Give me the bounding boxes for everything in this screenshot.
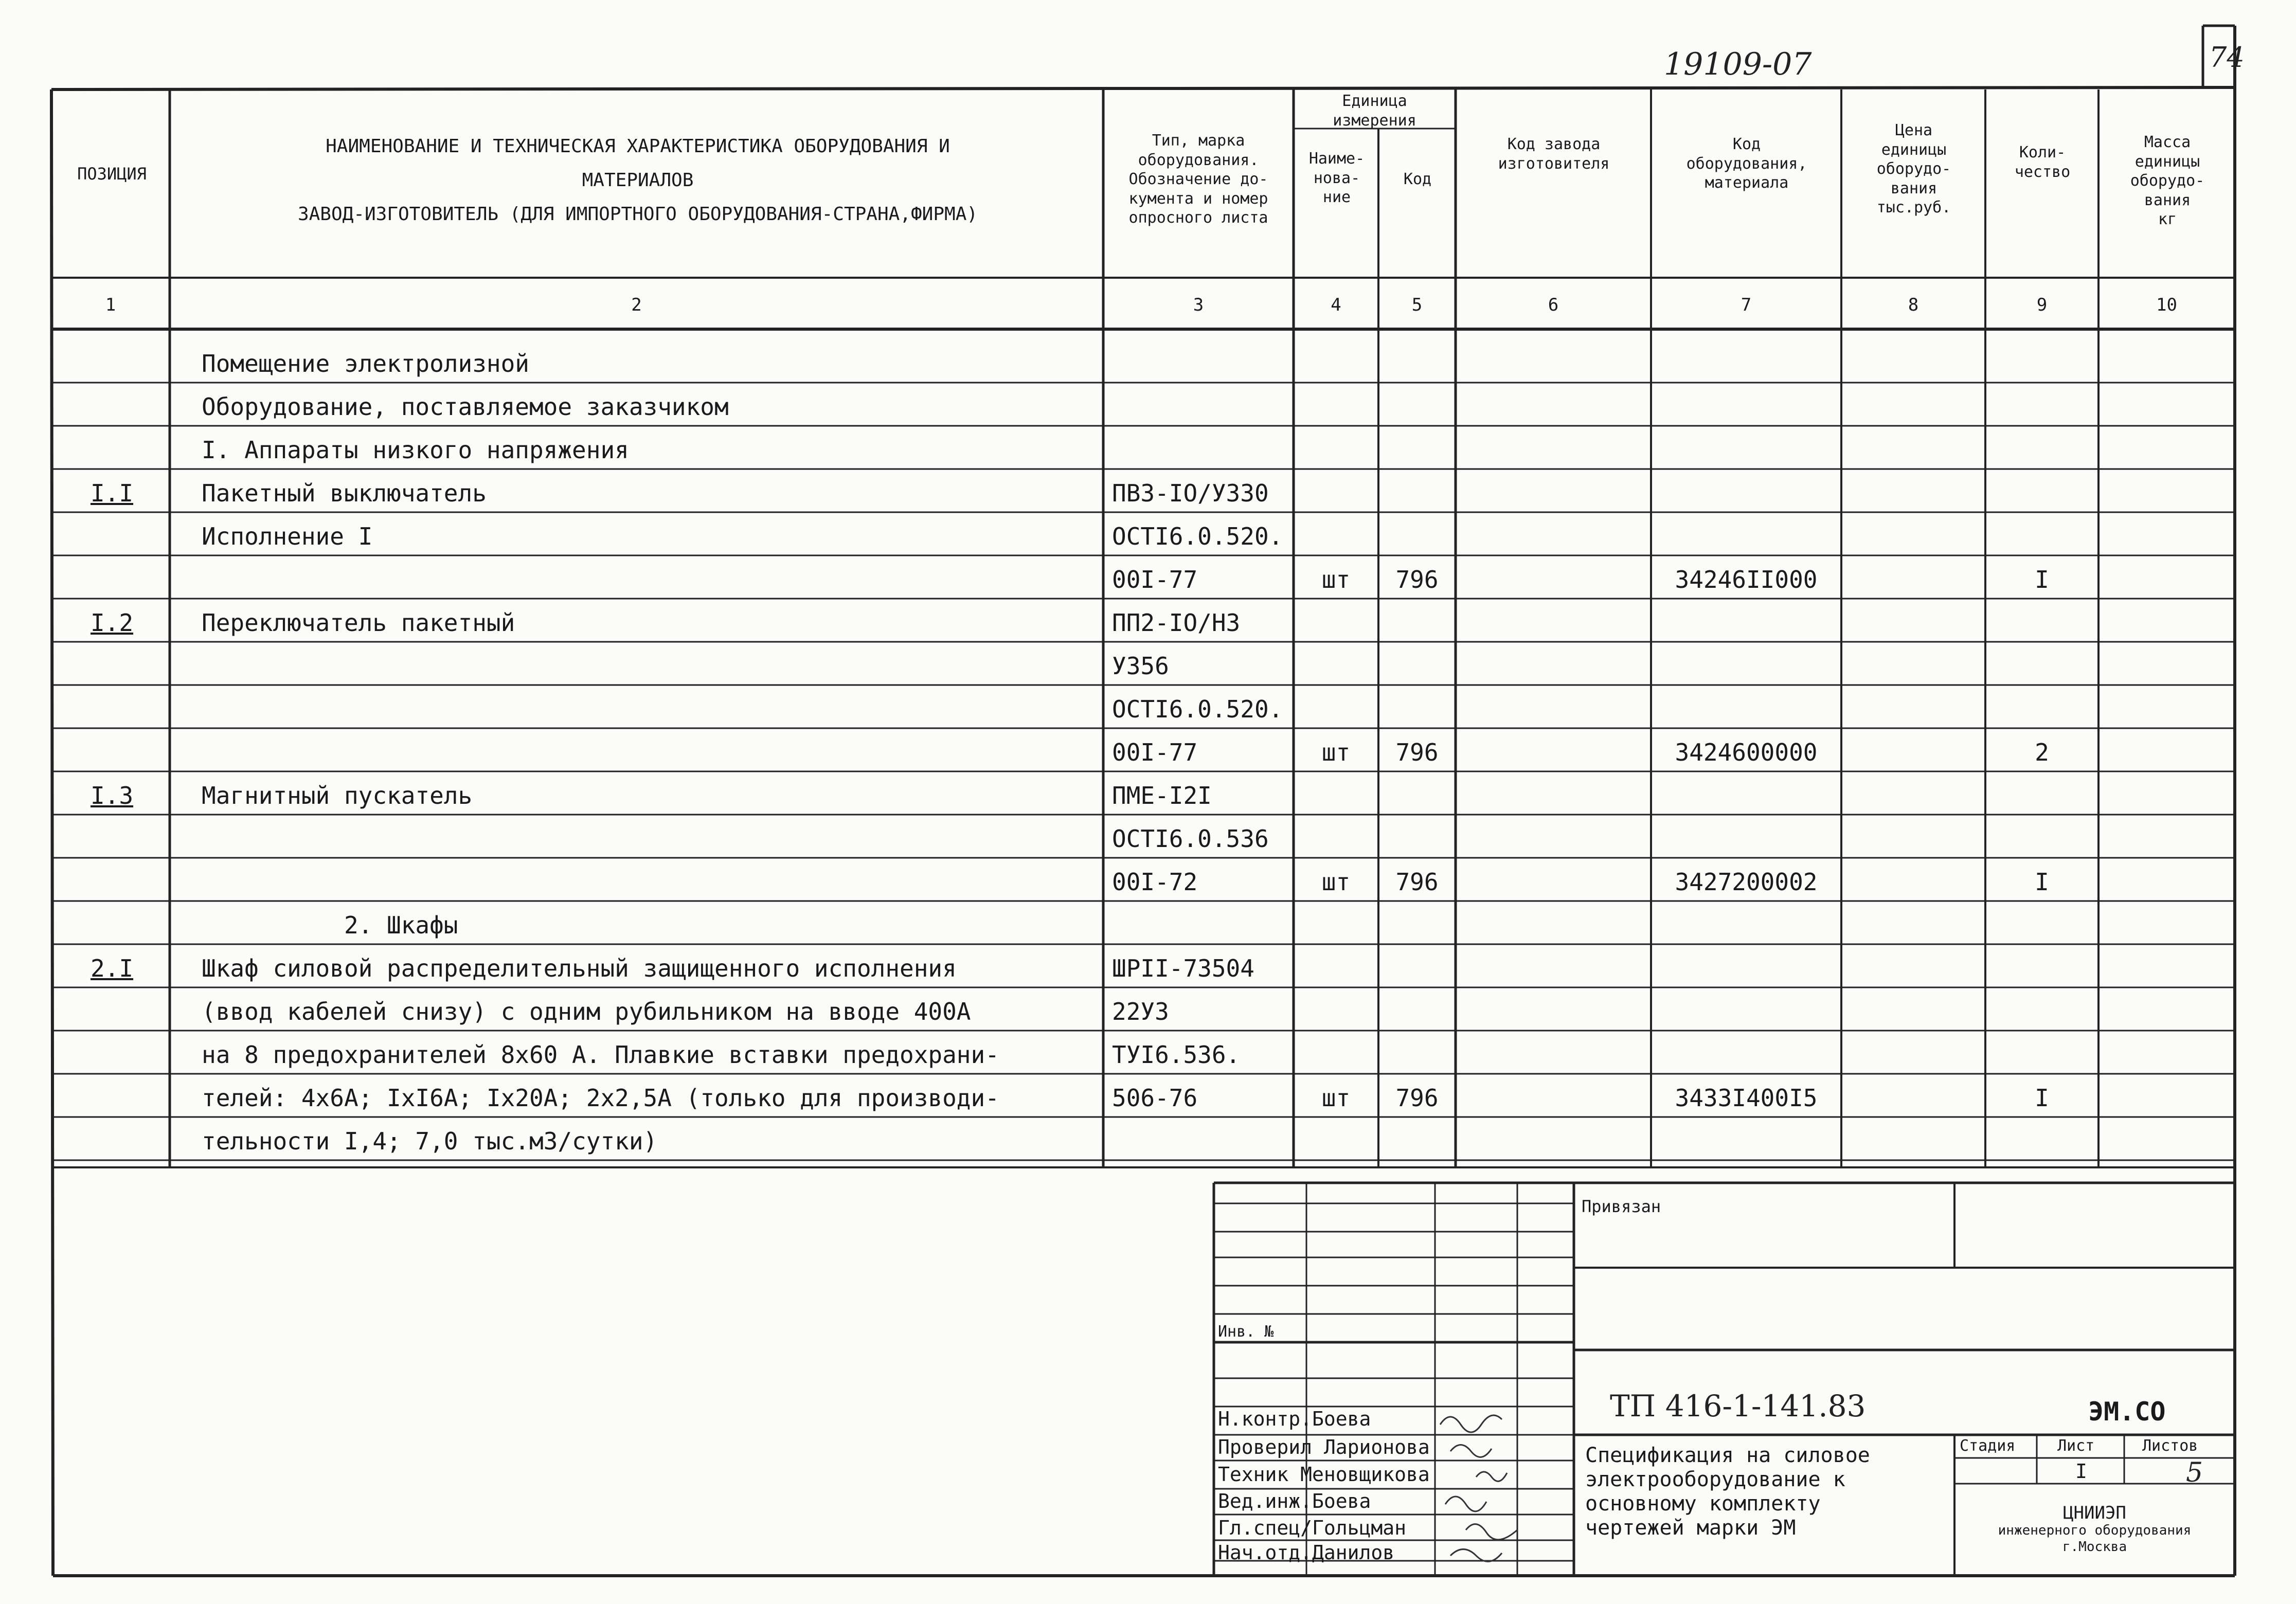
signature-2: Проверил Ларионова: [1218, 1436, 1430, 1458]
cell-equipment-code: 3427200002: [1675, 868, 1818, 896]
cell-name: тельности I,4; 7,0 тыс.м3/сутки): [202, 1127, 658, 1155]
cell-position: I.2: [90, 609, 134, 637]
colnum-10: 10: [2156, 295, 2177, 315]
colnum-8: 8: [1908, 295, 1919, 315]
cell-type: 00I-77: [1112, 566, 1198, 593]
cell-unit-code: 796: [1395, 738, 1439, 766]
cell-name: Помещение электролизной: [202, 350, 529, 377]
org-line3: г.Москва: [2062, 1539, 2127, 1555]
cell-name: Исполнение I: [202, 522, 373, 550]
cell-name: 2. Шкафы: [202, 911, 458, 939]
cell-equipment-code: 34246II000: [1675, 566, 1818, 593]
cell-position: I.I: [90, 479, 134, 507]
cell-name: Переключатель пакетный: [202, 609, 515, 637]
signature-6: Нач.отд.Данилов: [1218, 1541, 1395, 1564]
cell-type: 00I-72: [1112, 868, 1198, 896]
header-type: Тип, марка оборудования. Обозначение до- кумента и номер опросного листа: [1128, 132, 1268, 227]
colnum-4: 4: [1331, 295, 1341, 315]
sheet-number-box: 74: [2209, 41, 2245, 74]
cell-unit-code: 796: [1395, 1084, 1439, 1112]
cell-name: (ввод кабелей снизу) с одним рубильником на вводе 400А: [202, 998, 971, 1025]
cell-quantity: I: [2035, 868, 2049, 896]
cell-unit-code: 796: [1395, 566, 1439, 593]
cell-type: ПМЕ-I2I: [1112, 782, 1212, 809]
cell-type: 22У3: [1112, 998, 1169, 1025]
header-unit-name: Наиме- нова- ние: [1308, 150, 1365, 206]
cell-type: 506-76: [1112, 1084, 1198, 1112]
cell-equipment-code: 3424600000: [1675, 738, 1818, 766]
header-name-line2: МАТЕРИАЛОВ: [582, 170, 694, 191]
stage-label: Стадия: [1960, 1437, 2016, 1455]
inv-label: Инв. №: [1218, 1323, 1274, 1341]
colnum-6: 6: [1548, 295, 1559, 315]
signature-mark-4: [1445, 1497, 1486, 1511]
tp-number: ТП 416-1-141.83: [1610, 1389, 1866, 1423]
cell-name: на 8 предохранителей 8х60 А. Плавкие вставки предохрани-: [202, 1041, 999, 1069]
signature-mark-3: [1476, 1472, 1507, 1481]
header-price: Цена единицы оборудо- вания тыс.руб.: [1876, 121, 1951, 217]
cell-name: I. Аппараты низкого напряжения: [202, 436, 629, 464]
signature-5: Гл.спец/Гольцман: [1218, 1517, 1407, 1539]
header-mass: Масса единицы оборудо- вания кг: [2130, 133, 2205, 228]
cell-name: Магнитный пускатель: [202, 782, 473, 809]
header-unit-code: Код: [1403, 170, 1432, 188]
signature-1: Н.контр.Боева: [1218, 1408, 1371, 1430]
desc-line3: основному комплекту: [1585, 1492, 1821, 1516]
desc-line1: Спецификация на силовое: [1585, 1444, 1870, 1467]
cell-type: 00I-77: [1112, 738, 1198, 766]
signature-3: Техник Меновщикова: [1218, 1463, 1430, 1486]
cell-type: У356: [1112, 652, 1169, 680]
cell-name: Шкаф силовой распределительный защищенного исполнения: [202, 954, 957, 982]
sheets-value: 5: [2186, 1457, 2203, 1488]
signature-mark-2: [1450, 1445, 1492, 1457]
colnum-1: 1: [105, 295, 116, 315]
cell-unit: шт: [1321, 566, 1351, 593]
colnum-9: 9: [2036, 295, 2048, 315]
signature-mark-6: [1450, 1549, 1502, 1562]
desc-line4: чертежей марки ЭМ: [1585, 1516, 1796, 1540]
cell-name: Пакетный выключатель: [202, 479, 487, 507]
signature-mark-1: [1440, 1415, 1502, 1432]
org-line1: ЦНИИЭП: [2063, 1503, 2126, 1523]
header-plant-code: Код завода изготовителя: [1498, 135, 1610, 173]
sheet-value: I: [2075, 1460, 2087, 1483]
doc-number: 19109-07: [1664, 46, 1812, 82]
cell-unit: шт: [1321, 738, 1351, 766]
cell-unit: шт: [1321, 1084, 1351, 1112]
cell-quantity: I: [2035, 566, 2049, 593]
header-quantity: Коли- чество: [2014, 143, 2071, 181]
cell-equipment-code: 3433I400I5: [1675, 1084, 1818, 1112]
cell-unit: шт: [1321, 868, 1351, 896]
cell-type: ОСТI6.0.520.: [1112, 695, 1283, 723]
cell-unit-code: 796: [1395, 868, 1439, 896]
header-name-line1: НАИМЕНОВАНИЕ И ТЕХНИЧЕСКАЯ ХАРАКТЕРИСТИКА ОБОРУДОВАНИЯ И: [326, 136, 950, 157]
cell-type: ШРII-73504: [1112, 954, 1254, 982]
cell-position: 2.I: [90, 954, 134, 982]
header-position: ПОЗИЦИЯ: [77, 164, 147, 184]
privyazan-label: Привязан: [1582, 1197, 1661, 1216]
header-unit: Единица измерения: [1333, 92, 1416, 130]
doc-code: ЭМ.СО: [2088, 1397, 2166, 1427]
colnum-2: 2: [631, 295, 642, 315]
colnum-3: 3: [1193, 295, 1204, 315]
cell-type: ОСТI6.0.536: [1112, 825, 1269, 853]
cell-type: ОСТI6.0.520.: [1112, 522, 1283, 550]
cell-quantity: 2: [2035, 738, 2049, 766]
cell-position: I.3: [90, 782, 134, 809]
signature-mark-5: [1466, 1524, 1517, 1540]
cell-quantity: I: [2035, 1084, 2049, 1112]
sheets-label: Листов: [2142, 1437, 2198, 1455]
sheet-label: Лист: [2057, 1437, 2095, 1455]
desc-line2: электрооборудование к: [1585, 1468, 1845, 1491]
org-line2: инженерного оборудования: [1998, 1523, 2192, 1538]
cell-type: ПВЗ-IO/У330: [1112, 479, 1269, 507]
colnum-7: 7: [1741, 295, 1752, 315]
cell-type: ПП2-IO/Н3: [1112, 609, 1241, 637]
header-equipment-code: Код оборудования, материала: [1686, 135, 1807, 192]
cell-name: телей: 4х6А; IхI6А; Iх20А; 2х2,5А (только для производи-: [202, 1084, 999, 1112]
signature-4: Вед.инж.Боева: [1218, 1490, 1371, 1512]
cell-type: ТУI6.536.: [1112, 1041, 1241, 1069]
header-name-line3: ЗАВОД-ИЗГОТОВИТЕЛЬ (ДЛЯ ИМПОРТНОГО ОБОРУДОВАНИЯ-СТРАНА,ФИРМА): [297, 204, 978, 225]
cell-name: Оборудование, поставляемое заказчиком: [202, 393, 729, 421]
colnum-5: 5: [1411, 295, 1423, 315]
